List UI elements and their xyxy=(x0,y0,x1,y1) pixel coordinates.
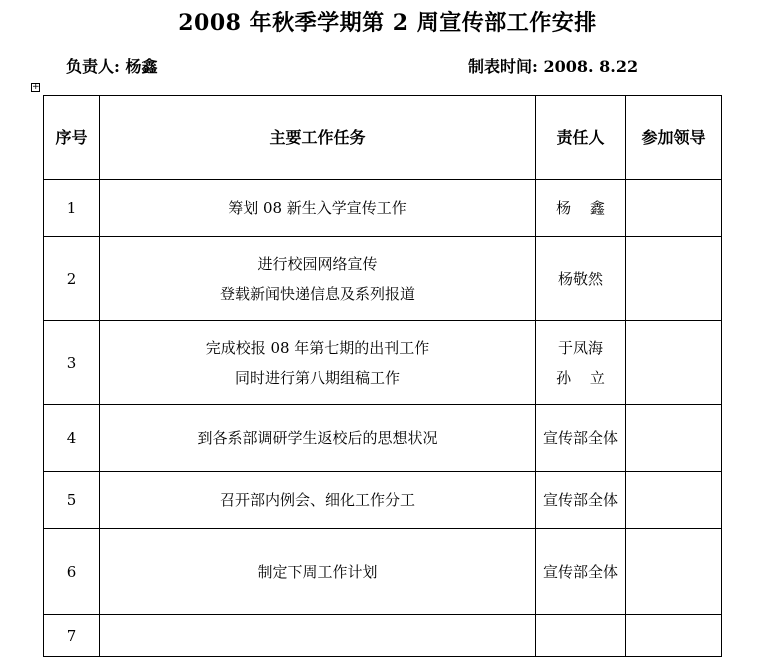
owner-name: 于凤海 xyxy=(557,338,603,357)
row-seq: 4 xyxy=(44,405,100,472)
table-row xyxy=(44,321,722,405)
table-row xyxy=(44,529,722,615)
task-line: 制定下周工作计划 xyxy=(257,562,378,581)
owner-name: 孙 立 xyxy=(556,368,605,387)
work-schedule-table xyxy=(43,95,722,657)
task-line: 筹划 08 新生入学宣传工作 xyxy=(228,199,407,217)
owner-name: 宣传部全体 xyxy=(542,429,618,447)
table-row xyxy=(44,180,722,237)
row-owner xyxy=(536,180,626,237)
owner-name: 杨 鑫 xyxy=(556,199,605,217)
row-task xyxy=(100,472,536,529)
header-task: 主要工作任务 xyxy=(100,96,536,180)
header-seq: 序号 xyxy=(44,96,100,180)
table-header-row xyxy=(44,96,722,180)
row-leader xyxy=(626,529,722,615)
document-title: 2008 年秋季学期第 2 周宣传部工作安排 xyxy=(178,10,597,36)
header-leader: 参加领导 xyxy=(626,96,722,180)
row-seq: 5 xyxy=(44,472,100,529)
row-owner xyxy=(536,529,626,615)
row-owner xyxy=(536,472,626,529)
task-line: 登载新闻快递信息及系列报道 xyxy=(219,284,415,303)
owner-name: 宣传部全体 xyxy=(542,562,618,581)
row-seq: 7 xyxy=(44,615,100,657)
row-leader xyxy=(626,472,722,529)
row-leader xyxy=(626,237,722,321)
row-owner xyxy=(536,615,626,657)
task-line: 进行校园网络宣传 xyxy=(257,254,378,273)
row-seq: 1 xyxy=(44,180,100,237)
row-task xyxy=(100,180,536,237)
row-seq: 3 xyxy=(44,321,100,405)
row-task xyxy=(100,529,536,615)
row-leader xyxy=(626,321,722,405)
table-row xyxy=(44,405,722,472)
row-task xyxy=(100,237,536,321)
task-line: 完成校报 08 年第七期的出刊工作 xyxy=(205,338,430,357)
task-line: 召开部内例会、细化工作分工 xyxy=(219,491,415,509)
row-leader xyxy=(626,405,722,472)
responsible-person: 负责人: 杨鑫 xyxy=(66,57,158,76)
task-line: 到各系部调研学生返校后的思想状况 xyxy=(197,429,438,447)
task-line: 同时进行第八期组稿工作 xyxy=(234,368,400,387)
row-owner xyxy=(536,405,626,472)
row-task xyxy=(100,405,536,472)
table-row xyxy=(44,472,722,529)
row-owner xyxy=(536,237,626,321)
table-row xyxy=(44,615,722,657)
header-owner: 责任人 xyxy=(536,96,626,180)
row-leader xyxy=(626,615,722,657)
owner-name: 宣传部全体 xyxy=(542,491,618,509)
owner-name: 杨敬然 xyxy=(557,269,603,288)
row-seq: 6 xyxy=(44,529,100,615)
table-row xyxy=(44,237,722,321)
row-task xyxy=(100,321,536,405)
row-task xyxy=(100,615,536,657)
row-seq: 2 xyxy=(44,237,100,321)
table-made-time: 制表时间: 2008. 8.22 xyxy=(468,57,639,76)
row-owner xyxy=(536,321,626,405)
row-leader xyxy=(626,180,722,237)
move-handle-icon[interactable]: + xyxy=(32,82,40,92)
